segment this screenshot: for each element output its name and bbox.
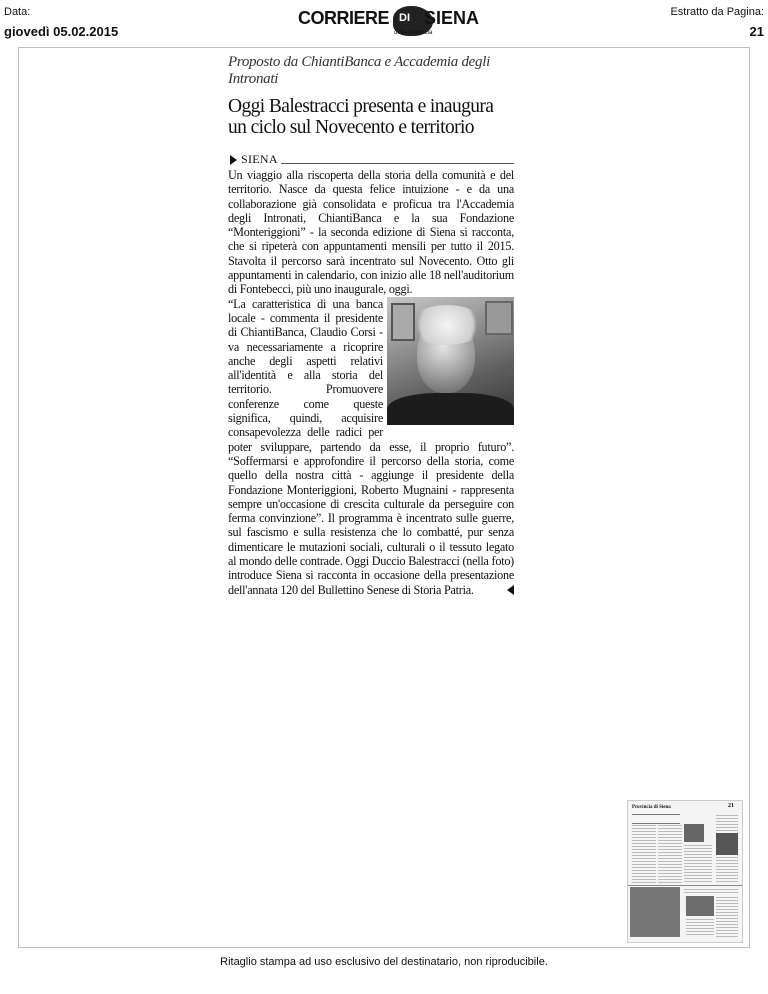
article (228, 54, 514, 597)
logo-word-siena: SIENA (424, 8, 480, 28)
thumbnail-column (716, 857, 738, 883)
paragraph-1: Un viaggio alla riscoperta della storia della comunità e del territorio. Nasce da questa felice intuizione - e da una collaborazione già consolidata e proficua tra l'Accademia degli Intronati, ChiantiBanca e la sua Fondazione “Monteriggioni” - la seconda edizione di Siena si racconta, che si ripeterà con appuntamenti mensili per tutto il 2015. Stavolta il percorso sarà incentrato sul Novecento. Otto gli appuntamenti in calendario, con inizio alle 18 nell'auditorium di Fontebecci, più uno inaugurale, oggi. (228, 168, 514, 297)
thumbnail-page: 21 (728, 803, 734, 809)
logo-word-di: DI (399, 12, 410, 24)
photo-bg-painting-2 (485, 301, 513, 335)
thumbnail-section: Provincia di Siena (632, 805, 671, 810)
thumbnail-headline (632, 814, 680, 824)
logo-word-corriere: CORRIERE (298, 8, 390, 28)
thumbnail-column (716, 897, 738, 937)
thumbnail-column (632, 825, 656, 883)
thumbnail-column (684, 889, 738, 895)
thumbnail-column (658, 825, 682, 883)
page-label: Estratto da Pagina: (670, 6, 764, 18)
dateline-place: SIENA (241, 152, 278, 166)
thumbnail-image (684, 824, 704, 842)
headline-line-1: Oggi Balestracci presenta e inaugura (228, 96, 494, 117)
article-headline (228, 96, 514, 138)
newspaper-logo (298, 6, 480, 36)
header-page-block (670, 6, 764, 39)
thumbnail-image (716, 833, 738, 855)
publication-date: giovedì 05.02.2015 (4, 24, 119, 39)
thumbnail-image (630, 887, 680, 937)
dateline-rule (281, 163, 514, 164)
article-body (228, 168, 514, 597)
logo-subtitle: della provincia (394, 30, 433, 36)
thumbnail-column (684, 845, 712, 883)
paragraph-2-text: “La caratteristica di una banca locale - commenta il presidente di ChiantiBanca, Claudio Corsi - va necessariamente a ricoprire anche degli aspetti relativi all'identità e alla storia del territorio. Promuovere conferenze come queste significa, quindi, acquisire consapevolezza delle radici per poter sviluppare, partendo da esse, il proprio futuro”. “Soffermarsi e approfondire il percorso della storia, come quello della nostra città - aggiunge il presidente della Fondazione Monteriggioni, Roberto Mugnaini - rappresenta sempre un'occasione di crescita culturale da perseguire con ferma convinzione”. Il programma è incentrato sulle guerre, sul fascismo e sulla resistenza che lo combatté, pur senza dimenticare le mutazioni sociali, culturali o il tessuto legato al mondo delle contrade. Oggi Duccio Balestracci (nella foto) introduce Siena si racconta in occasione della presentazione dell'annata 120 del Bullettino Senese di Storia Patria. (228, 296, 514, 597)
thumbnail-column (686, 919, 714, 937)
thumbnail-separator (628, 885, 742, 886)
date-label: Data: (4, 6, 31, 18)
photo-hair (409, 305, 485, 345)
thumbnail-image (686, 896, 714, 916)
dateline-triangle-icon (230, 155, 237, 165)
article-kicker: Proposto da ChiantiBanca e Accademia degli Intronati (228, 54, 490, 87)
thumbnail-column (716, 815, 738, 831)
header-date-block (4, 6, 118, 39)
portrait-photo (387, 297, 514, 425)
dateline (228, 152, 514, 167)
page-number: 21 (749, 24, 764, 39)
photo-coat (387, 393, 514, 425)
footer-note: Ritaglio stampa ad uso esclusivo del destinatario, non riproducibile. (220, 956, 548, 968)
page-thumbnail (627, 800, 743, 943)
end-of-article-icon (507, 585, 514, 595)
headline-line-2: un ciclo sul Novecento e territorio (228, 117, 474, 138)
